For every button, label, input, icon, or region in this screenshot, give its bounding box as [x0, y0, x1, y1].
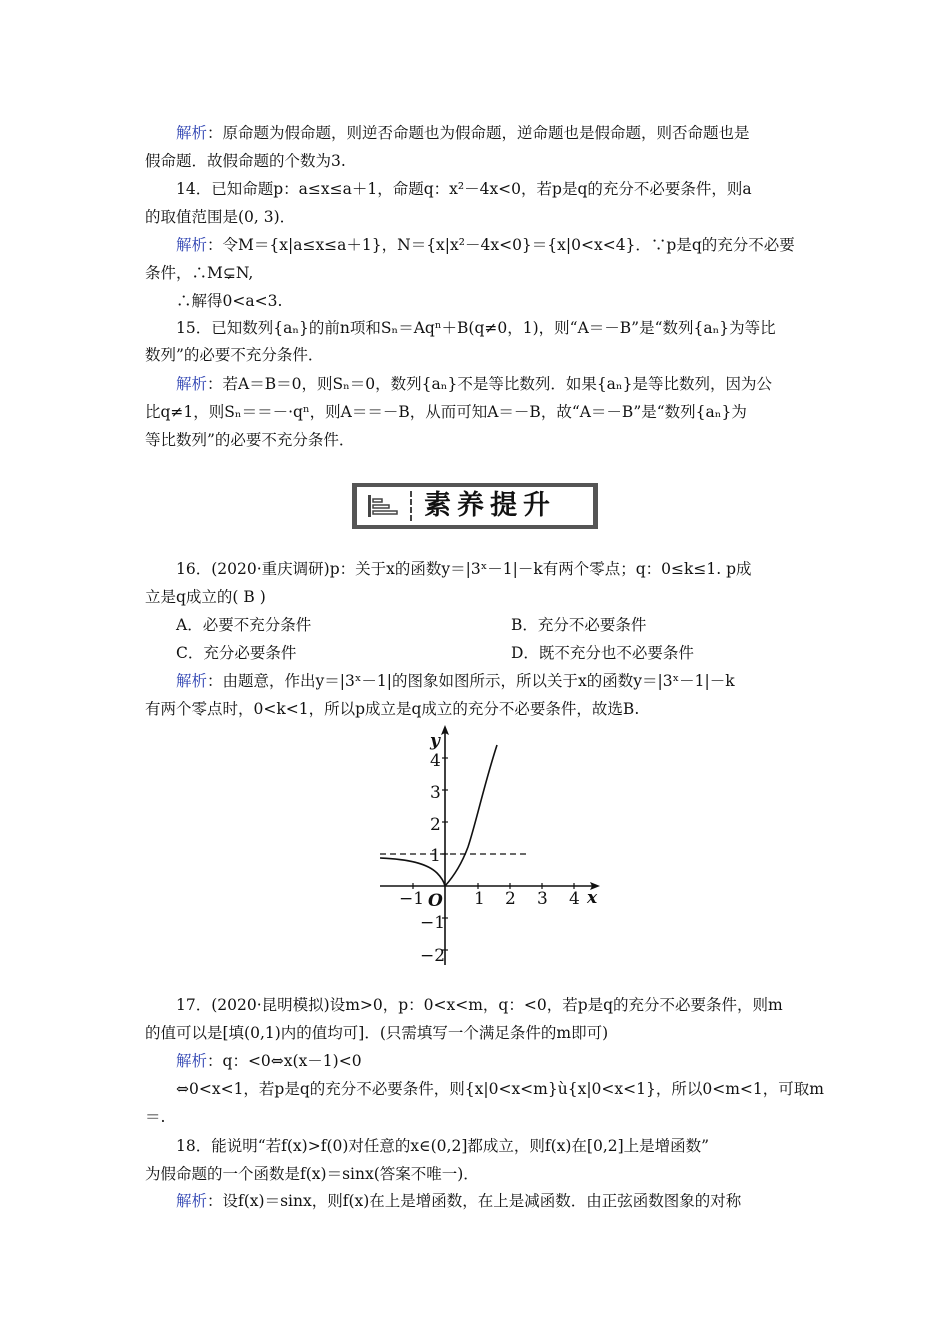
- line-8: 15．已知数列{aₙ}的前n项和Sₙ＝Aqⁿ＋B(q≠0，1)，则“A＝－B”是“数列{aₙ}为等比: [176, 319, 776, 337]
- line-23: 为假命题的一个函数是f(x)＝sinx(答案不唯一)．: [145, 1165, 479, 1183]
- line-21: ＝.: [145, 1108, 166, 1126]
- analysis-label: 解析: [176, 1192, 208, 1210]
- line-1: [176, 121, 810, 145]
- x-tick-4: 4: [569, 889, 580, 909]
- y-tick-2: 2: [430, 815, 441, 835]
- x-tick-3: 3: [537, 889, 548, 909]
- line-9: 数列”的必要不充分条件．: [145, 346, 324, 364]
- line-10: 解析：若A＝B＝0，则Sₙ＝0，数列{aₙ}不是等比数列．如果{aₙ}是等比数列，因为公: [176, 375, 772, 393]
- line-13: 16．(2020·重庆调研)p：关于x的函数y＝|3ˣ－1|－k有两个零点；q：0≤k≤1. p成: [176, 560, 752, 578]
- y-tick-neg1: −1: [420, 913, 446, 933]
- line-6: 条件，∴M⊊N,: [145, 264, 254, 282]
- option-c: C．充分必要条件: [176, 644, 297, 662]
- line-19: 解析：q：<0⇔x(x－1)<0: [176, 1052, 362, 1070]
- y-tick-neg2: −2: [420, 946, 446, 966]
- section-banner: [352, 483, 598, 529]
- line-7: ∴解得0<a<3.: [176, 292, 283, 310]
- y-tick-3: 3: [430, 783, 441, 803]
- line-18: 的值可以是[填(0,1)内的值均可]．(只需填写一个满足条件的m即可): [145, 1024, 609, 1042]
- y-axis-label: y: [430, 731, 440, 751]
- option-a: A．必要不充分条件: [176, 616, 312, 634]
- line-22: 18．能说明“若f(x)>f(0)对任意的x∈(0,2]都成立，则f(x)在[0,2]上是增函数”: [176, 1137, 710, 1155]
- banner-title: 素养提升: [424, 490, 556, 521]
- analysis-label: 解析: [176, 672, 208, 690]
- option-d: D．既不充分也不必要条件: [511, 644, 694, 662]
- line-5: 解析：令M＝{x|a≤x≤a＋1}，N＝{x|x²－4x<0}＝{x|0<x<4}．∵p是q的充分不必要: [176, 236, 795, 254]
- x-axis-label: x: [587, 888, 598, 908]
- analysis-label: 解析: [176, 1052, 208, 1070]
- y-tick-4: 4: [430, 751, 441, 771]
- line-17: 17．(2020·昆明模拟)设m>0，p：0<x<m，q：<0，若p是q的充分不必要条件，则m: [176, 996, 783, 1014]
- analysis-label: 解析: [176, 236, 208, 254]
- line-24: 解析：设f(x)＝sinx，则f(x)在上是增函数，在上是减函数．由正弦函数图象的对称: [176, 1192, 742, 1210]
- line-16: 有两个零点时，0<k<1，所以p成立是q成立的充分不必要条件，故选B.: [145, 700, 640, 718]
- y-tick-1: 1: [430, 846, 441, 866]
- x-tick-1: 1: [474, 889, 485, 909]
- curve-right: [445, 745, 497, 886]
- bar-chart-icon: [366, 493, 400, 519]
- origin-label: O: [428, 891, 443, 911]
- analysis-label: 解析: [176, 124, 208, 142]
- line-14: 立是q成立的( B ): [145, 588, 266, 606]
- line-2: 假命题．故假命题的个数为3.: [145, 152, 346, 170]
- line-1-rest: ：原命题为假命题，则逆否命题也为假命题，逆命题也是假命题，则否命题也是: [207, 124, 750, 142]
- line-15: 解析：由题意，作出y＝|3ˣ－1|的图象如图所示，所以关于x的函数y＝|3ˣ－1|－k: [176, 672, 735, 690]
- function-graph: [372, 725, 602, 973]
- line-3: 14．已知命题p：a≤x≤a＋1，命题q：x²－4x<0，若p是q的充分不必要条件，则a: [176, 180, 752, 198]
- line-4: 的取值范围是(0, 3)．: [145, 208, 296, 226]
- option-b: B．充分不必要条件: [511, 616, 647, 634]
- banner-divider: [410, 491, 412, 521]
- line-11: 比q≠1，则Sₙ＝＝－·qⁿ，则A＝＝－B，从而可知A＝－B，故“A＝－B”是“数列{aₙ}为: [145, 403, 747, 421]
- line-20: ⇔0<x<1，若p是q的充分不必要条件，则{x|0<x<m}ù{x|0<x<1}，所以0<m<1，可取m: [176, 1080, 824, 1098]
- line-12: 等比数列”的必要不充分条件．: [145, 431, 355, 449]
- analysis-label: 解析: [176, 375, 208, 393]
- x-tick-neg1: −1: [399, 889, 425, 909]
- x-tick-2: 2: [505, 889, 516, 909]
